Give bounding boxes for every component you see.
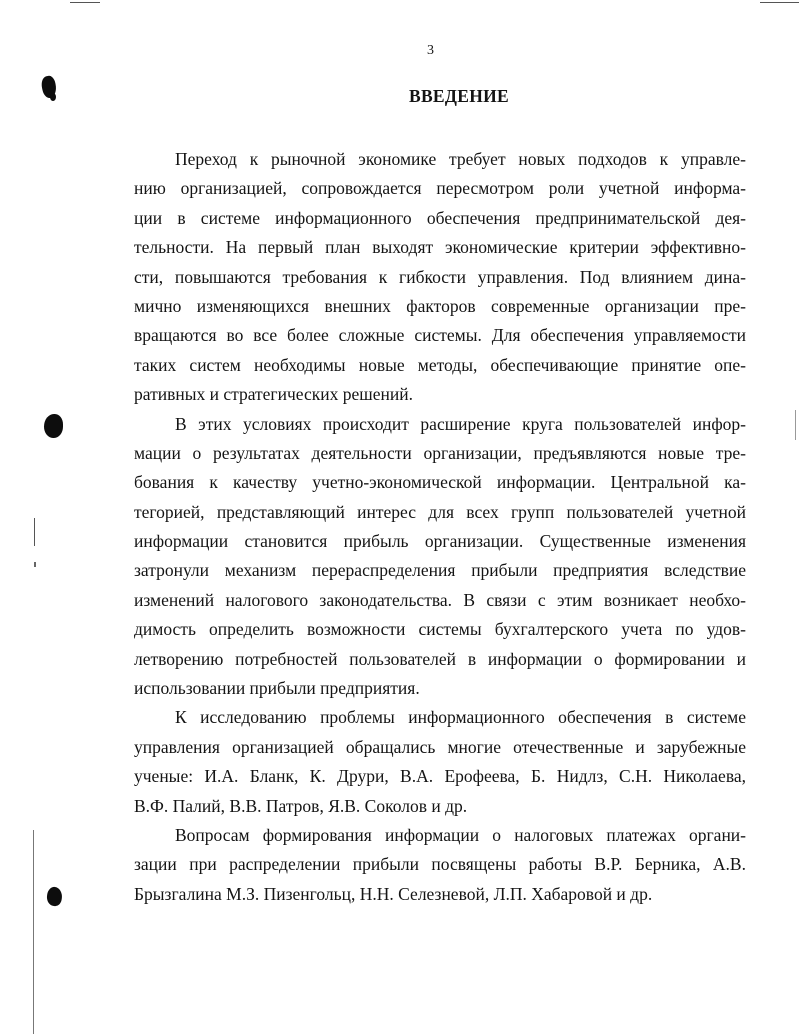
scan-edge-mark (795, 410, 796, 440)
text-line: ции в системе информационного обеспечения предпринимательской дея- (134, 207, 746, 228)
paragraph (134, 821, 746, 909)
text-line: нию организацией, сопровождается пересмотром роли учетной информа- (134, 178, 746, 199)
text-line: зации при распределении прибыли посвящены работы В.Р. Берника, А.В. (134, 854, 746, 875)
text-line: тельности. На первый план выходят экономические критерии эффективно- (134, 237, 746, 258)
text-line: информации становится прибыль организации. Существенные изменения (134, 531, 746, 552)
text-line: изменений налогового законодательства. В связи с этим возникает необхо- (134, 589, 746, 610)
text-line: ученые: И.А. Бланк, К. Друри, В.А. Ерофеева, Б. Нидлз, С.Н. Николаева, (134, 766, 746, 787)
text-line: затронули механизм перераспределения прибыли предприятия вследствие (134, 560, 746, 581)
text-line: таких систем необходимы новые методы, обеспечивающие принятие опе- (134, 354, 746, 375)
paragraph (134, 145, 746, 410)
text-line: Переход к рыночной экономике требует новых подходов к управле- (175, 149, 746, 169)
scan-edge-mark (34, 518, 35, 546)
scan-edge-line (70, 2, 100, 3)
text-line: В этих условиях происходит расширение круга пользователей инфор- (175, 413, 746, 434)
text-line: димость определить возможности системы бухгалтерского учета по удов- (134, 619, 746, 640)
page-number: 3 (427, 43, 434, 58)
text-line: бования к качеству учетно-экономической информации. Центральной ка- (134, 472, 746, 493)
text-line: управления организацией обращались многие отечественные и зарубежные (134, 736, 746, 757)
paragraph (134, 703, 746, 821)
body-text (134, 145, 746, 909)
text-line: мично изменяющихся внешних факторов современные организации пре- (134, 295, 746, 316)
text-line: Брызгалина М.З. Пизенгольц, Н.Н. Селезневой, Л.П. Хабаровой и др. (134, 883, 653, 904)
text-line: сти, повышаются требования к гибкости управления. Под влиянием дина- (134, 266, 746, 287)
text-line: ративных и стратегических решений. (134, 384, 413, 405)
text-line: тегорией, представляющий интерес для всех групп пользователей учетной (134, 501, 746, 522)
text-line: летворению потребностей пользователей в информации о формировании и (134, 648, 746, 669)
text-line: К исследованию проблемы информационного обеспечения в системе (175, 707, 746, 728)
text-line: использовании прибыли предприятия. (134, 678, 420, 699)
text-line: вращаются во все более сложные системы. Для обеспечения управляемости (134, 325, 746, 346)
page-title: ВВЕДЕНИЕ (408, 86, 510, 106)
scan-edge-line (33, 830, 34, 1034)
punch-hole-mark (46, 886, 63, 907)
text-line: Вопросам формирования информации о налоговых платежах органи- (175, 824, 746, 845)
text-line: мации о результатах деятельности организации, предъявляются новые тре- (134, 442, 746, 463)
scan-edge-mark (34, 562, 36, 567)
punch-hole-mark (44, 414, 63, 438)
text-line: В.Ф. Палий, В.В. Патров, Я.В. Соколов и др. (134, 795, 468, 816)
paragraph (134, 410, 746, 704)
scan-edge-line (760, 2, 799, 3)
